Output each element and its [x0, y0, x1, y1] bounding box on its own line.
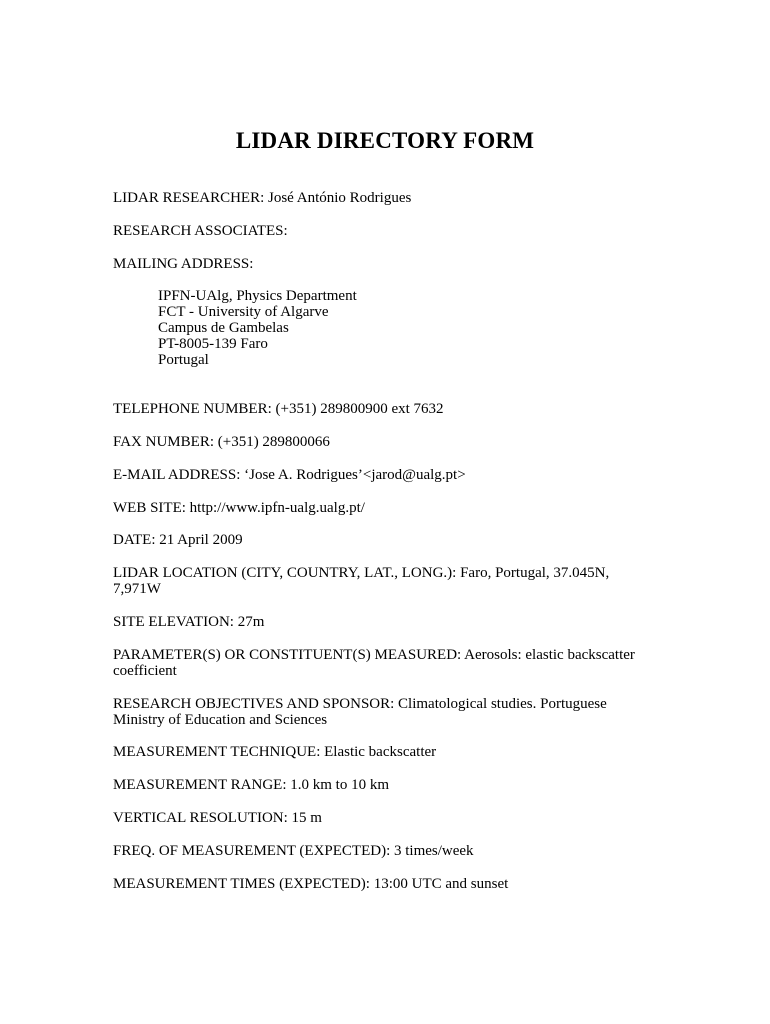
fax-field: FAX NUMBER: (+351) 289800066 — [113, 434, 330, 450]
measurement-range-field: MEASUREMENT RANGE: 1.0 km to 10 km — [113, 777, 389, 793]
research-objectives-field: RESEARCH OBJECTIVES AND SPONSOR: Climatological studies. Portuguese — [113, 696, 607, 712]
form-title: LIDAR DIRECTORY FORM — [235, 128, 535, 153]
researcher-field: LIDAR RESEARCHER: José António Rodrigues — [113, 190, 412, 206]
address-line: Campus de Gambelas — [158, 320, 289, 336]
website-field: WEB SITE: http://www.ipfn-ualg.ualg.pt/ — [113, 500, 365, 516]
measurement-frequency-field: FREQ. OF MEASUREMENT (EXPECTED): 3 times/week — [113, 843, 474, 859]
parameters-field: PARAMETER(S) OR CONSTITUENT(S) MEASURED: Aerosols: elastic backscatter — [113, 647, 635, 663]
telephone-field: TELEPHONE NUMBER: (+351) 289800900 ext 7632 — [113, 401, 444, 417]
research-objectives-continued: Ministry of Education and Sciences — [113, 712, 328, 728]
mailing-address-label: MAILING ADDRESS: — [113, 256, 254, 272]
email-field: E-MAIL ADDRESS: ‘Jose A. Rodrigues’<jarod@ualg.pt> — [113, 467, 466, 483]
measurement-times-field: MEASUREMENT TIMES (EXPECTED): 13:00 UTC and sunset — [113, 876, 509, 892]
lidar-location-field: LIDAR LOCATION (CITY, COUNTRY, LAT., LONG.): Faro, Portugal, 37.045N, — [113, 565, 610, 581]
date-field: DATE: 21 April 2009 — [113, 532, 243, 548]
measurement-technique-field: MEASUREMENT TECHNIQUE: Elastic backscatter — [113, 744, 437, 760]
address-line: PT-8005-139 Faro — [158, 336, 268, 352]
site-elevation-field: SITE ELEVATION: 27m — [113, 614, 265, 630]
parameters-continued: coefficient — [113, 663, 177, 679]
address-line: Portugal — [158, 352, 209, 368]
research-associates-field: RESEARCH ASSOCIATES: — [113, 223, 288, 239]
vertical-resolution-field: VERTICAL RESOLUTION: 15 m — [113, 810, 322, 826]
lidar-location-continued: 7,971W — [113, 581, 161, 597]
address-line: FCT - University of Algarve — [158, 304, 329, 320]
address-line: IPFN-UAlg, Physics Department — [158, 288, 357, 304]
